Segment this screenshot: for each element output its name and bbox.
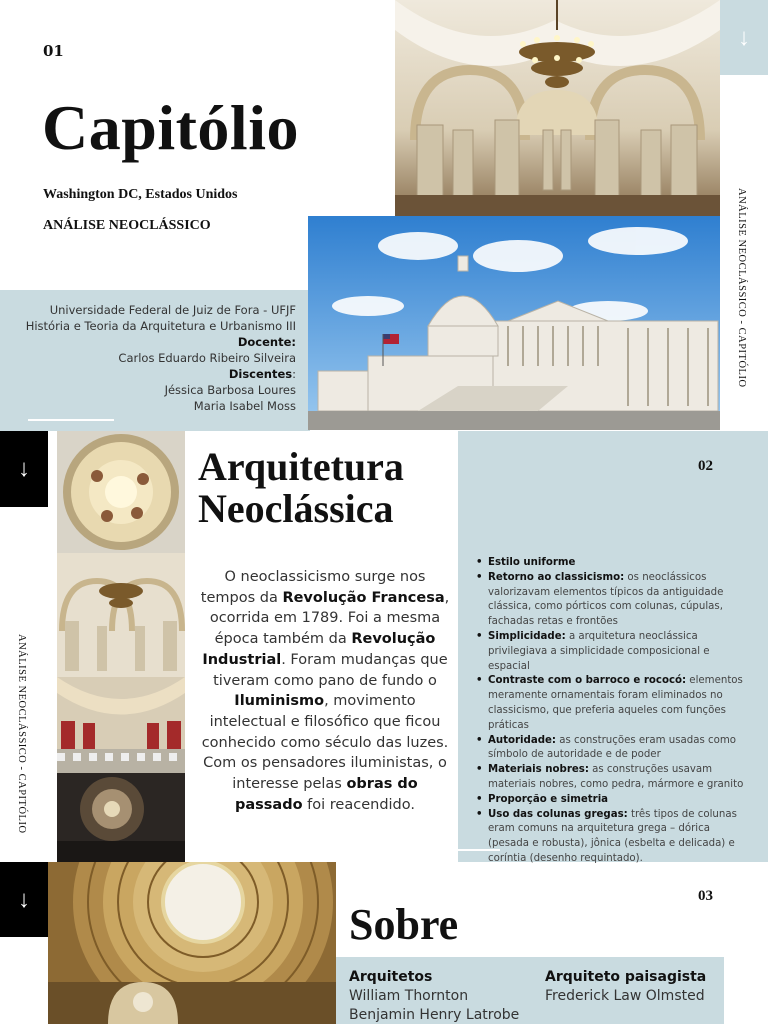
section2-title-line2: Neoclássica <box>198 486 394 531</box>
list-item-text: três tipos de colunas eram comuns na arquitetura grega – dórica (pesada e robusta), jônica (esbelta e delicada) e coríntia (desenho requintado). <box>488 808 737 864</box>
hall-chandelier-image <box>395 0 720 216</box>
architects-heading: Arquitetos <box>349 969 433 985</box>
side-label-2: ANÁLISE NEOCLÁSSICO - CAPITÓLIO <box>16 634 27 834</box>
paragraph-bold: obras do passado <box>235 776 418 813</box>
rotunda-dome-image <box>48 862 336 1024</box>
list-item-term: Autoridade: <box>488 734 556 746</box>
arrow-down-icon: ↓ <box>738 23 750 51</box>
arrow-down-icon: ↓ <box>18 885 30 913</box>
paragraph-text: O neoclassicismo surge nos tempos da <box>200 569 426 606</box>
credit-docente: Carlos Eduardo Ribeiro Silveira <box>118 351 296 365</box>
list-item <box>474 734 754 764</box>
page-title: Capitólio <box>42 92 299 163</box>
neoclassicism-paragraph <box>200 567 450 815</box>
list-item <box>474 571 754 630</box>
divider <box>458 849 500 851</box>
discentes-label: Discentes <box>228 367 293 381</box>
divider <box>28 419 114 421</box>
scroll-down-arrow-3[interactable] <box>0 862 48 937</box>
section2-number: 02 <box>698 458 713 474</box>
credit-discente-1: Jéssica Barbosa Loures <box>164 383 296 397</box>
landscape-architect-name: Frederick Law Olmsted <box>545 988 705 1004</box>
landscape-architect-heading: Arquiteto paisagista <box>545 969 707 985</box>
credit-discentes-label: Discentes: <box>228 367 296 381</box>
list-item-term: Proporção e simetria <box>488 793 609 805</box>
location-text: Washington DC, Estados Unidos <box>43 187 238 202</box>
list-item-text: os neoclássicos valorizavam elementos típicos da antiguidade clássica, como pórticos com colunas, cúpulas, fachadas retas e frontões <box>488 571 724 628</box>
side-label-1: ANÁLISE NEOCLÁSSICO - CAPITÓLIO <box>736 188 747 388</box>
list-item <box>474 808 754 867</box>
section2-title <box>198 446 404 530</box>
credit-discente-2: Maria Isabel Moss <box>193 399 296 413</box>
paragraph-text: , movimento intelectual e filosófico que ficou conhecido como século das luzes. Com os pensadores iluministas, o interesse pelas <box>201 693 449 793</box>
list-item-term: Materiais nobres: <box>488 764 589 776</box>
list-item-term: Simplicidade: <box>488 630 566 642</box>
scroll-down-arrow-2[interactable] <box>0 431 48 507</box>
paragraph-bold: Revolução Francesa <box>282 589 445 606</box>
credit-docente-label <box>238 335 296 349</box>
credit-course: História e Teoria da Arquitetura e Urbanismo III <box>25 319 296 333</box>
list-item <box>474 763 754 793</box>
paragraph-text: foi reacendido. <box>302 796 415 813</box>
list-item-text: a arquitetura neoclássica privilegiava a simplicidade composicional e espacial <box>488 630 710 672</box>
list-item-text: elementos meramente ornamentais foram eliminados no classicismo, que preferia aqueles com funções práticas <box>488 675 743 731</box>
list-item <box>474 630 754 674</box>
section1-number: 01 <box>43 42 64 60</box>
characteristics-list <box>474 556 754 867</box>
architect-name: Benjamin Henry Latrobe <box>349 1007 520 1023</box>
list-item <box>474 674 754 733</box>
list-item-term: Retorno ao classicismo: <box>488 571 625 583</box>
list-item-term: Contraste com o barroco e rococó: <box>488 675 687 687</box>
list-item-text: as construções usavam materiais nobres, como pedra, mármore e granito <box>488 764 744 790</box>
section2-title-line1: Arquitetura <box>198 444 404 489</box>
section3-title: Sobre <box>349 900 459 949</box>
interior-images-strip <box>57 431 185 862</box>
list-item-text: as construções eram usadas como símbolo de autoridade e de poder <box>488 734 736 761</box>
architect-name: William Thornton <box>349 988 469 1004</box>
list-item <box>474 556 754 571</box>
credit-university: Universidade Federal de Juiz de Fora - UFJF <box>49 303 296 317</box>
section3-number: 03 <box>698 888 713 904</box>
list-item-term: Uso das colunas gregas: <box>488 808 628 820</box>
paragraph-bold: Iluminismo <box>234 693 325 710</box>
list-item <box>474 793 754 808</box>
docente-label: Docente: <box>237 335 296 349</box>
about-panel <box>336 957 724 1024</box>
arrow-down-icon: ↓ <box>18 455 30 482</box>
list-item-term: Estilo uniforme <box>488 557 576 568</box>
paragraph-text: , ocorrida em 1789. Foi a mesma época também da <box>209 589 450 648</box>
paragraph-bold: Revolução Industrial <box>202 631 436 668</box>
paragraph-text: . Foram mudanças que tiveram como pano de fundo o <box>213 651 448 689</box>
analysis-subtitle: ANÁLISE NEOCLÁSSICO <box>43 218 211 233</box>
capitol-building-image <box>308 216 720 430</box>
scroll-down-arrow-1[interactable] <box>720 0 768 75</box>
